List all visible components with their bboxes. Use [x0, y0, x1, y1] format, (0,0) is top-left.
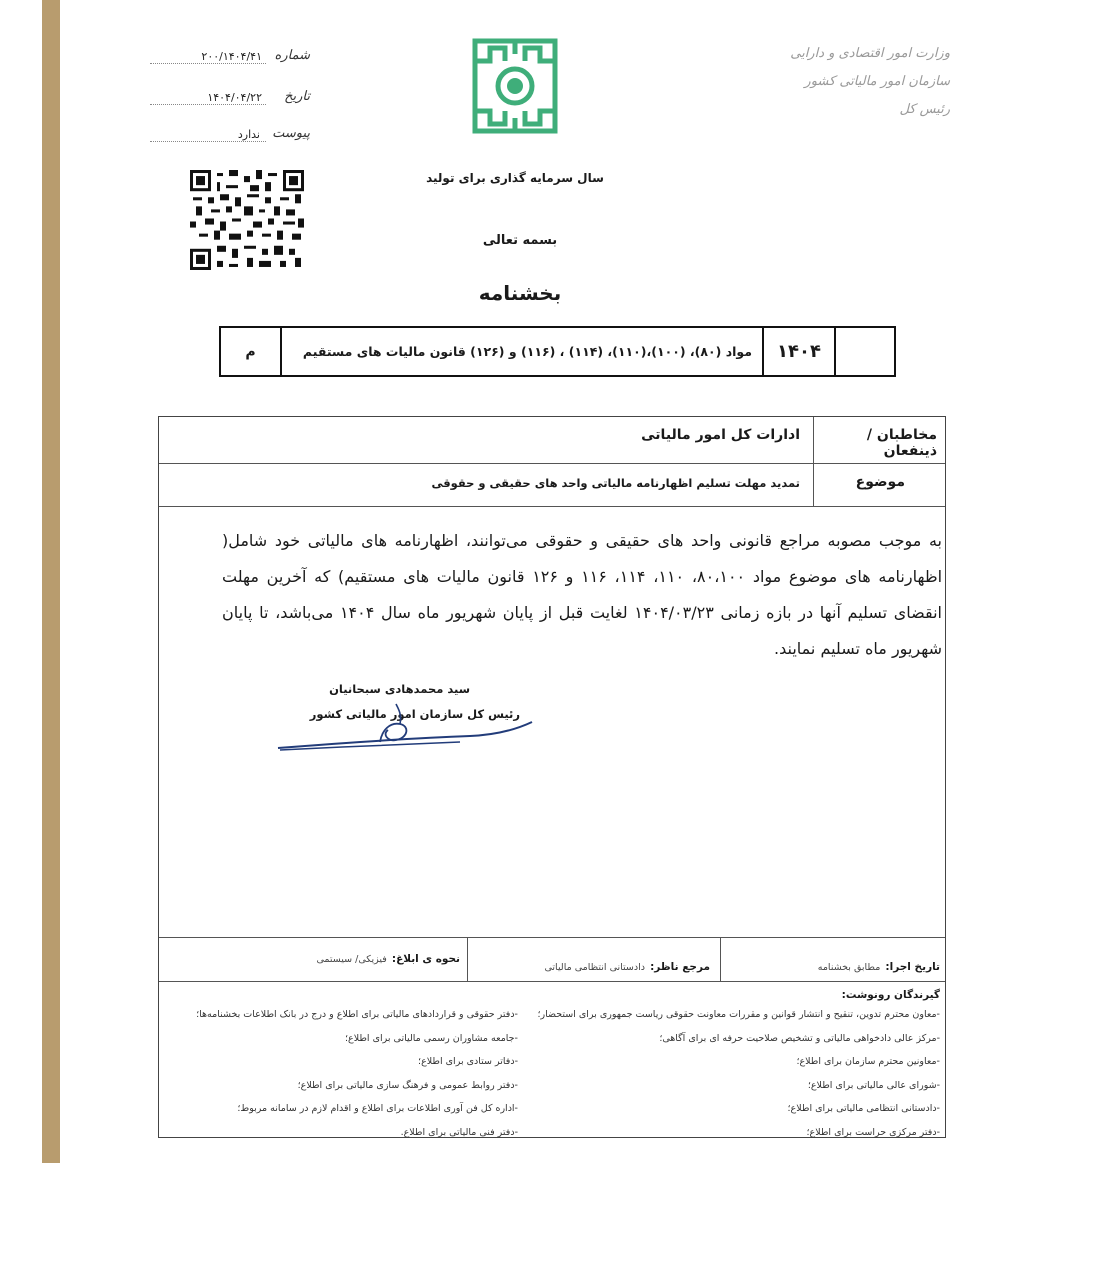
cc-item: -معاون محترم تدوین، تنقیح و انتشار قوانین و مقررات معاونت حقوقی ریاست جمهوری برای استحضار؛ [537, 1009, 940, 1020]
ref-year-cell: ۱۴۰۴ [763, 327, 835, 376]
signatory-name: سید محمدهادی سبحانیان [329, 682, 470, 696]
cc-item: -دفتر مرکزی حراست برای اطلاع؛ [806, 1126, 940, 1138]
cc-item: -دفتر حقوقی و قراردادهای مالیاتی برای اطلاع و درج در بانک اطلاعات بخشنامه‌ها؛ [196, 1009, 518, 1020]
subject-value: تمدید مهلت تسلیم اظهارنامه مالیاتی واحد های حقیقی و حقوقی [431, 476, 800, 490]
letter-number-value: ۲۰۰/۱۴۰۴/۴۱ [150, 50, 266, 64]
ministry-header [740, 40, 950, 124]
binder-spine [42, 0, 60, 1163]
cc-item: -مرکز عالی دادخواهی مالیاتی و تشخیص صلاحیت حرفه ای برای آگاهی؛ [659, 1032, 940, 1044]
cc-item: -دفاتر ستادی برای اطلاع؛ [418, 1056, 518, 1067]
cc-item: -دفتر روابط عمومی و فرهنگ سازی مالیاتی برای اطلاع؛ [297, 1079, 518, 1091]
cc-left-column [163, 1003, 518, 1144]
cc-item: -اداره کل فن آوری اطلاعات برای اطلاع و اقدام لازم در سامانه مربوط؛ [237, 1103, 518, 1114]
notify-method-label: نحوه ی ابلاغ: [391, 953, 460, 965]
ministry-line-2: سازمان امور مالیاتی کشور [804, 74, 950, 89]
letter-number-row [150, 48, 310, 68]
footer-divider-1 [720, 937, 721, 981]
tax-organization-logo [470, 36, 560, 136]
row-divider-1 [159, 463, 945, 464]
reference-table [219, 326, 896, 377]
addressee-value: ادارات کل امور مالیاتی [641, 427, 800, 443]
cc-item: -معاونین محترم سازمان برای اطلاع؛ [796, 1056, 940, 1067]
notify-method-value: فیزیکی/ سیستمی [316, 954, 387, 965]
letter-attachment-label: پیوست [272, 126, 310, 141]
ref-code-cell: م [220, 327, 281, 376]
row-divider-3 [159, 937, 945, 938]
letter-date-label: تاریخ [284, 89, 310, 104]
row-divider-2 [159, 506, 945, 507]
signatory-title: رئیس کل سازمان امور مالیاتی کشور [309, 707, 520, 721]
cc-heading: گیرندگان رونوشت: [841, 989, 940, 1001]
letter-attachment-value: ندارد [150, 128, 266, 142]
supervisor-label: مرجع ناظر: [650, 961, 710, 973]
footer-divider-2 [467, 937, 468, 981]
cc-item: -شورای عالی مالیاتی برای اطلاع؛ [807, 1079, 940, 1091]
ministry-line-3: رئیس کل [899, 102, 950, 117]
supervisor-value: دادستانی انتظامی مالیاتی [544, 962, 645, 973]
letter-attachment-row [150, 126, 310, 146]
exec-date-field [730, 955, 940, 974]
handwritten-signature [270, 700, 550, 760]
qr-code [190, 170, 304, 270]
bismillah: بسمه تعالی [482, 233, 558, 248]
cc-item: -دادستانی انتظامی مالیاتی برای اطلاع؛ [787, 1103, 940, 1114]
circular-body-text: به موجب مصوبه مراجع قانونی واحد های حقیقی و حقوقی می‌توانند، اظهارنامه های مالیاتی خود شامل( اظهارنامه های موضوع مواد ۸۰،۱۰۰، ۱۱۰، ۱۱۴، ۱۱۶ و ۱۲۶ قانون مالیات های مستقیم) که آخرین مهلت انقضای تسلیم آنها در بازه زمانی ۱۴۰۴/۰۳/۲۳ لغایت قبل از پایان شهریور ماه سال ۱۴۰۴ می‌باشد، تا پایان شهریور ماه تسلیم نمایند. [222, 531, 943, 658]
addressee-label: مخاطبان / ذینفعان [866, 427, 937, 459]
notify-method-field [250, 947, 460, 966]
letter-date-value: ۱۴۰۴/۰۴/۲۲ [150, 91, 266, 105]
year-slogan: سال سرمایه گذاری برای تولید [426, 171, 604, 185]
exec-date-label: تاریخ اجرا: [885, 961, 940, 973]
ref-empty-cell [835, 327, 895, 376]
supervisor-field [475, 955, 710, 974]
ministry-line-1: وزارت امور اقتصادی و دارایی [790, 46, 950, 61]
label-column-divider [813, 417, 814, 506]
subject-label: موضوع [855, 474, 905, 490]
letter-number-label: شماره [274, 48, 310, 63]
exec-date-value: مطابق بخشنامه [817, 962, 881, 973]
row-divider-4 [159, 981, 945, 982]
document-title: بخشنامه [478, 281, 562, 305]
cc-item: -جامعه مشاوران رسمی مالیاتی برای اطلاع؛ [345, 1032, 518, 1044]
cc-item: -دفتر فنی مالیاتی برای اطلاع. [400, 1126, 518, 1138]
cc-right-column [525, 1003, 940, 1144]
letter-date-row [150, 89, 310, 109]
ref-articles-cell: مواد (۸۰)، (۱۰۰)،(۱۱۰)، (۱۱۴) ، (۱۱۶) و (۱۲۶) قانون مالیات های مستقیم [281, 327, 763, 376]
